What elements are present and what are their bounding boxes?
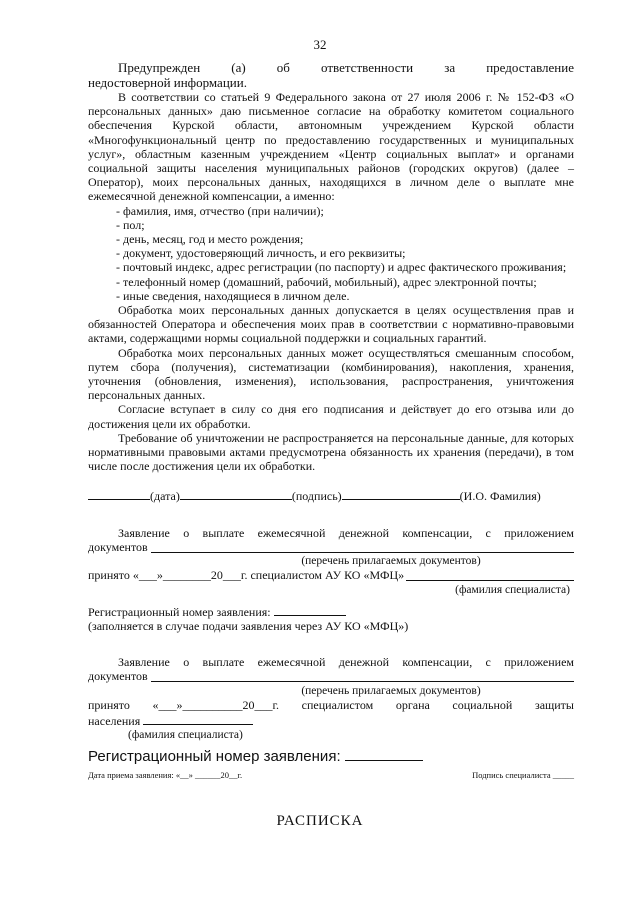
page-number: 32 [313,37,327,52]
population-label: населения [88,713,141,728]
list-item: - иные сведения, находящиеся в личном деле. [116,288,350,303]
specialist-blank[interactable] [406,568,574,581]
warning-line-1: Предупрежден (а) об ответственности за предоставление [118,60,574,75]
application-text: Заявление о выплате ежемесячной денежной компенсации, с приложением [118,655,574,670]
signature-blank[interactable] [180,487,292,500]
signature-caption: (подпись) [291,489,342,504]
reg-row [88,603,574,619]
warning-line-2: недостоверной информации. [88,75,247,90]
docs-blank[interactable] [151,540,574,553]
population-row [88,712,574,728]
list-item: - телефонный номер (домашний, рабочий, мобильный), адрес электронной почты; [116,274,537,289]
accepted-row [88,568,574,582]
date-caption: (дата) [150,489,180,504]
specialist-blank[interactable] [143,712,253,725]
reg-label: Регистрационный номер заявления: [88,604,271,619]
consent-paragraph: В соответствии со статьей 9 Федерального закона от 27 июля 2006 г. № 152-ФЗ «О персональных данных» даю письменное согласие на обработку комитетом социального обеспечения Курской области, автономным учреждением Курской области «Многофункциональный центр по предоставлению государственных и муниципальных услуг», областным казенным учреждением «Центр социальных выплат» и органами социальной защиты населения муниципальных районов (городских округов) (далее – Оператор), моих персональных данных, находящихся в личном деле о выплате мне ежемесячной денежной компенсации, а именно: [88,90,574,204]
application-block-mfc [88,526,574,633]
reg-blank[interactable] [274,603,346,616]
docs-caption: (перечень прилагаемых документов) [301,555,481,568]
application-block-social [88,655,574,782]
accepted-text: принято «___»__________20___г. специалистом органа социальной защиты [88,697,574,712]
docs-label: документов [88,539,148,554]
destruction-paragraph: Требование об уничтожении не распространяется на персональные данные, для которых нормативными правовыми актами предусмотрена обязанность их хранения (передачи), в том числе после достижения цели их обработки. [88,430,574,474]
list-item: - фамилия, имя, отчество (при наличии); [116,203,324,218]
signature-line [88,487,574,503]
specialist-caption: (фамилия специалиста) [128,729,243,742]
receipt-title: РАСПИСКА [276,813,364,829]
docs-label: документов [88,669,148,684]
docs-blank[interactable] [151,669,574,682]
docs-row [88,540,574,554]
processing-paragraph: Обработка моих персональных данных может осуществляться смешанным способом, путем сбора (получения), систематизации (комбинирования), накопления, хранения, уточнения (обновления, изменения), использования, распространения, уничтожения персональных данных. [88,345,574,403]
docs-row [88,669,574,683]
application-text: Заявление о выплате ежемесячной денежной компенсации, с приложением [118,525,574,540]
docs-caption: (перечень прилагаемых документов) [301,684,481,697]
date-received: Дата приема заявления: «__» ______20__г. [88,770,243,781]
list-item: - документ, удостоверяющий личность, и его реквизиты; [116,246,406,261]
receipt-row [88,768,574,782]
list-item: - почтовый индекс, адрес регистрации (по паспорту) и адрес фактического проживания; [116,260,567,275]
specialist-caption: (фамилия специалиста) [455,583,570,596]
list-item: - пол; [116,217,145,232]
reg-note: (заполняется в случае подачи заявления через АУ КО «МФЦ») [88,618,409,633]
list-item: - день, месяц, год и место рождения; [116,232,304,247]
reg-row [88,746,574,766]
validity-paragraph: Согласие вступает в силу со дня его подписания и действует до его отзыва или до достижения цели их обработки. [88,402,574,431]
specialist-sign: Подпись специалиста _____ [472,770,574,781]
reg-blank[interactable] [345,746,423,761]
accepted-text: принято «___»________20___г. специалистом АУ КО «МФЦ» [88,568,405,583]
date-blank[interactable] [88,487,150,500]
name-blank[interactable] [342,487,460,500]
purpose-paragraph: Обработка моих персональных данных допускается в целях осуществления прав и обязанностей Оператора и обеспечения моих прав в соответствии с нормативно-правовыми актами, содержащими нормы социальной поддержки и социальных гарантий. [88,303,574,346]
reg-label: Регистрационный номер заявления: [88,748,341,766]
name-caption: (И.О. Фамилия) [459,489,541,504]
document-body [88,60,574,783]
